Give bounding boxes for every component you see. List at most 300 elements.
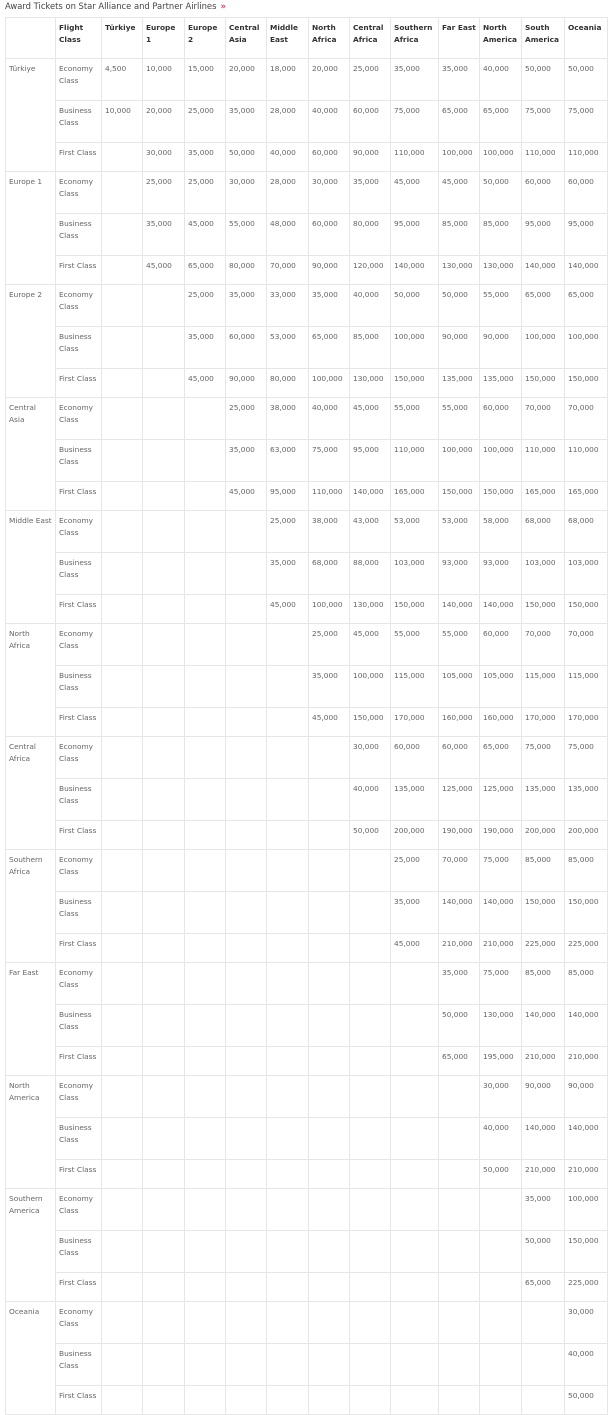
miles-cell: 140,000	[439, 892, 480, 934]
flight-class-cell: First Class	[56, 1160, 102, 1189]
table-row	[6, 737, 608, 779]
award-miles-table	[5, 17, 608, 1415]
miles-cell	[309, 1160, 350, 1189]
miles-cell	[522, 1344, 565, 1386]
miles-cell: 60,000	[391, 737, 439, 779]
miles-cell	[350, 1302, 391, 1344]
miles-cell: 30,000	[480, 1076, 522, 1118]
miles-cell: 150,000	[391, 595, 439, 624]
miles-cell	[267, 892, 309, 934]
miles-cell: 28,000	[267, 172, 309, 214]
miles-cell: 45,000	[350, 624, 391, 666]
miles-cell	[102, 892, 143, 934]
miles-cell	[226, 934, 267, 963]
miles-cell	[522, 1302, 565, 1344]
miles-cell: 100,000	[309, 595, 350, 624]
miles-cell	[267, 708, 309, 737]
miles-cell	[143, 934, 185, 963]
miles-cell	[267, 1386, 309, 1415]
miles-cell	[439, 1344, 480, 1386]
table-row	[6, 821, 608, 850]
flight-class-cell: Economy Class	[56, 398, 102, 440]
miles-cell	[309, 1231, 350, 1273]
miles-cell	[102, 708, 143, 737]
miles-cell	[226, 624, 267, 666]
miles-cell	[391, 1118, 439, 1160]
miles-cell: 85,000	[522, 850, 565, 892]
miles-cell	[185, 1076, 226, 1118]
miles-cell	[102, 1302, 143, 1344]
miles-cell	[309, 892, 350, 934]
miles-cell	[309, 850, 350, 892]
miles-cell	[102, 1118, 143, 1160]
miles-cell	[226, 821, 267, 850]
table-row	[6, 256, 608, 285]
miles-cell	[309, 1189, 350, 1231]
miles-cell	[143, 1047, 185, 1076]
miles-cell: 95,000	[565, 214, 608, 256]
miles-cell	[143, 821, 185, 850]
miles-cell	[143, 482, 185, 511]
column-header: Middle East	[267, 18, 309, 59]
miles-cell	[226, 1160, 267, 1189]
miles-cell	[267, 779, 309, 821]
miles-cell: 150,000	[522, 369, 565, 398]
miles-cell	[102, 511, 143, 553]
column-header: Central Asia	[226, 18, 267, 59]
flight-class-cell: Business Class	[56, 1344, 102, 1386]
miles-cell	[350, 1273, 391, 1302]
miles-cell: 225,000	[565, 1273, 608, 1302]
table-row	[6, 482, 608, 511]
miles-cell	[267, 934, 309, 963]
miles-cell	[309, 1118, 350, 1160]
miles-cell	[185, 1047, 226, 1076]
miles-cell: 20,000	[226, 59, 267, 101]
table-row	[6, 892, 608, 934]
miles-cell: 80,000	[350, 214, 391, 256]
miles-cell: 150,000	[565, 595, 608, 624]
miles-cell	[185, 1118, 226, 1160]
miles-cell	[102, 143, 143, 172]
flight-class-cell: Economy Class	[56, 624, 102, 666]
table-row	[6, 666, 608, 708]
miles-cell: 100,000	[391, 327, 439, 369]
miles-cell: 103,000	[522, 553, 565, 595]
miles-cell: 30,000	[309, 172, 350, 214]
miles-cell: 65,000	[439, 101, 480, 143]
miles-cell: 75,000	[480, 850, 522, 892]
miles-cell: 165,000	[522, 482, 565, 511]
flight-class-cell: Economy Class	[56, 963, 102, 1005]
miles-cell: 55,000	[391, 624, 439, 666]
miles-cell: 100,000	[350, 666, 391, 708]
miles-cell: 45,000	[350, 398, 391, 440]
miles-cell	[102, 737, 143, 779]
column-header: Türkiye	[102, 18, 143, 59]
miles-cell	[143, 1076, 185, 1118]
miles-cell: 20,000	[143, 101, 185, 143]
miles-cell	[439, 1160, 480, 1189]
miles-cell: 25,000	[350, 59, 391, 101]
flight-class-cell: Economy Class	[56, 285, 102, 327]
miles-cell: 65,000	[480, 737, 522, 779]
miles-cell	[439, 1189, 480, 1231]
miles-cell	[102, 1160, 143, 1189]
flight-class-cell: First Class	[56, 482, 102, 511]
page-title[interactable]	[5, 1, 226, 11]
miles-cell: 95,000	[391, 214, 439, 256]
miles-cell: 45,000	[439, 172, 480, 214]
miles-cell	[391, 1302, 439, 1344]
miles-cell	[185, 1189, 226, 1231]
miles-cell: 75,000	[522, 101, 565, 143]
miles-cell	[226, 1076, 267, 1118]
miles-cell	[102, 482, 143, 511]
table-header-row	[6, 18, 608, 59]
miles-cell	[267, 737, 309, 779]
miles-cell	[143, 666, 185, 708]
flight-class-cell: Business Class	[56, 666, 102, 708]
miles-cell: 45,000	[309, 708, 350, 737]
table-row	[6, 1047, 608, 1076]
origin-region-cell: Central Africa	[6, 737, 56, 850]
table-row	[6, 595, 608, 624]
miles-cell: 85,000	[350, 327, 391, 369]
miles-cell	[102, 934, 143, 963]
miles-cell	[226, 1273, 267, 1302]
miles-cell: 65,000	[309, 327, 350, 369]
miles-cell: 165,000	[391, 482, 439, 511]
miles-cell: 90,000	[480, 327, 522, 369]
miles-cell	[267, 1273, 309, 1302]
miles-cell: 35,000	[391, 892, 439, 934]
miles-cell: 65,000	[522, 285, 565, 327]
miles-cell	[102, 172, 143, 214]
miles-cell: 33,000	[267, 285, 309, 327]
miles-cell: 63,000	[267, 440, 309, 482]
flight-class-cell: Business Class	[56, 1231, 102, 1273]
miles-cell	[102, 821, 143, 850]
miles-cell	[226, 1302, 267, 1344]
miles-cell: 75,000	[565, 101, 608, 143]
miles-cell: 85,000	[565, 850, 608, 892]
miles-cell: 40,000	[480, 59, 522, 101]
column-header: Europe 1	[143, 18, 185, 59]
miles-cell	[350, 934, 391, 963]
miles-cell	[267, 963, 309, 1005]
miles-cell	[143, 1231, 185, 1273]
table-row	[6, 101, 608, 143]
miles-cell	[143, 737, 185, 779]
flight-class-cell: Business Class	[56, 440, 102, 482]
miles-cell	[480, 1231, 522, 1273]
miles-cell	[350, 1160, 391, 1189]
miles-cell: 150,000	[350, 708, 391, 737]
miles-cell	[480, 1189, 522, 1231]
miles-cell: 195,000	[480, 1047, 522, 1076]
miles-cell: 165,000	[565, 482, 608, 511]
miles-cell: 150,000	[565, 892, 608, 934]
miles-cell	[143, 1005, 185, 1047]
column-header: North America	[480, 18, 522, 59]
miles-cell	[267, 821, 309, 850]
miles-cell: 140,000	[480, 595, 522, 624]
miles-cell	[350, 1386, 391, 1415]
miles-cell: 135,000	[480, 369, 522, 398]
table-row	[6, 59, 608, 101]
miles-cell	[480, 1344, 522, 1386]
miles-cell: 35,000	[309, 285, 350, 327]
flight-class-cell: First Class	[56, 1047, 102, 1076]
miles-cell: 10,000	[102, 101, 143, 143]
flight-class-cell: First Class	[56, 934, 102, 963]
miles-cell: 30,000	[565, 1302, 608, 1344]
miles-cell: 100,000	[522, 327, 565, 369]
flight-class-cell: First Class	[56, 1386, 102, 1415]
miles-cell: 150,000	[522, 595, 565, 624]
miles-cell: 60,000	[480, 624, 522, 666]
miles-cell: 200,000	[391, 821, 439, 850]
miles-cell	[309, 1005, 350, 1047]
miles-cell	[143, 1160, 185, 1189]
miles-cell	[309, 963, 350, 1005]
miles-cell: 85,000	[522, 963, 565, 1005]
miles-cell: 70,000	[439, 850, 480, 892]
miles-cell: 210,000	[565, 1160, 608, 1189]
miles-cell: 105,000	[439, 666, 480, 708]
miles-cell	[185, 440, 226, 482]
flight-class-cell: First Class	[56, 256, 102, 285]
miles-cell	[102, 256, 143, 285]
flight-class-cell: Economy Class	[56, 737, 102, 779]
miles-cell: 60,000	[439, 737, 480, 779]
miles-cell	[226, 511, 267, 553]
miles-cell: 135,000	[565, 779, 608, 821]
column-header	[6, 18, 56, 59]
miles-cell	[185, 963, 226, 1005]
miles-cell	[439, 1386, 480, 1415]
miles-cell	[267, 1005, 309, 1047]
miles-cell	[185, 1386, 226, 1415]
miles-cell: 65,000	[480, 101, 522, 143]
miles-cell: 25,000	[185, 285, 226, 327]
miles-cell	[226, 850, 267, 892]
miles-cell: 130,000	[480, 256, 522, 285]
table-row	[6, 779, 608, 821]
miles-cell: 68,000	[309, 553, 350, 595]
table-row	[6, 1231, 608, 1273]
miles-cell: 55,000	[226, 214, 267, 256]
miles-cell: 75,000	[480, 963, 522, 1005]
miles-cell	[226, 737, 267, 779]
miles-cell: 150,000	[565, 369, 608, 398]
miles-cell	[143, 708, 185, 737]
table-row	[6, 708, 608, 737]
miles-cell	[391, 963, 439, 1005]
miles-cell: 60,000	[565, 172, 608, 214]
miles-cell	[391, 1273, 439, 1302]
miles-cell	[185, 398, 226, 440]
table-row	[6, 1302, 608, 1344]
miles-cell: 20,000	[309, 59, 350, 101]
origin-region-cell: Europe 1	[6, 172, 56, 285]
miles-cell	[226, 1231, 267, 1273]
flight-class-cell: First Class	[56, 1273, 102, 1302]
origin-region-cell: Middle East	[6, 511, 56, 624]
miles-cell: 130,000	[480, 1005, 522, 1047]
miles-cell: 65,000	[565, 285, 608, 327]
miles-cell: 35,000	[391, 59, 439, 101]
miles-cell: 53,000	[267, 327, 309, 369]
miles-cell: 35,000	[226, 285, 267, 327]
miles-cell: 90,000	[309, 256, 350, 285]
miles-cell: 70,000	[522, 624, 565, 666]
flight-class-cell: Business Class	[56, 327, 102, 369]
miles-cell	[102, 1273, 143, 1302]
miles-cell	[185, 821, 226, 850]
miles-cell: 150,000	[565, 1231, 608, 1273]
miles-cell	[267, 1076, 309, 1118]
flight-class-cell: Business Class	[56, 892, 102, 934]
miles-cell	[439, 1076, 480, 1118]
miles-cell: 170,000	[391, 708, 439, 737]
miles-cell: 170,000	[522, 708, 565, 737]
miles-cell	[350, 963, 391, 1005]
miles-cell: 75,000	[391, 101, 439, 143]
table-row	[6, 214, 608, 256]
miles-cell	[143, 1302, 185, 1344]
miles-cell: 100,000	[565, 1189, 608, 1231]
origin-region-cell: North America	[6, 1076, 56, 1189]
miles-cell: 38,000	[267, 398, 309, 440]
miles-cell	[480, 1386, 522, 1415]
miles-cell	[102, 398, 143, 440]
miles-cell	[267, 1344, 309, 1386]
miles-cell	[309, 821, 350, 850]
column-header: South America	[522, 18, 565, 59]
miles-cell: 53,000	[439, 511, 480, 553]
flight-class-cell: Business Class	[56, 553, 102, 595]
flight-class-cell: Economy Class	[56, 1189, 102, 1231]
table-row	[6, 1189, 608, 1231]
miles-cell	[309, 1273, 350, 1302]
miles-cell: 110,000	[522, 143, 565, 172]
miles-cell	[185, 1231, 226, 1273]
miles-cell: 210,000	[522, 1047, 565, 1076]
table-row	[6, 850, 608, 892]
miles-cell: 93,000	[480, 553, 522, 595]
miles-cell: 140,000	[522, 1118, 565, 1160]
table-row	[6, 1076, 608, 1118]
miles-cell: 93,000	[439, 553, 480, 595]
miles-cell	[185, 1005, 226, 1047]
miles-cell	[226, 892, 267, 934]
miles-cell	[143, 1386, 185, 1415]
miles-cell	[185, 1273, 226, 1302]
miles-cell: 55,000	[480, 285, 522, 327]
miles-cell: 28,000	[267, 101, 309, 143]
miles-cell	[226, 1005, 267, 1047]
miles-cell: 190,000	[439, 821, 480, 850]
miles-cell: 160,000	[439, 708, 480, 737]
page-title-text[interactable]: Award Tickets on Star Alliance and Partner Airlines	[5, 1, 217, 11]
miles-cell	[267, 850, 309, 892]
miles-cell	[226, 1386, 267, 1415]
miles-cell: 80,000	[267, 369, 309, 398]
miles-cell	[102, 1005, 143, 1047]
miles-cell: 130,000	[350, 369, 391, 398]
miles-cell	[350, 1189, 391, 1231]
miles-cell	[185, 553, 226, 595]
miles-cell	[309, 737, 350, 779]
miles-cell	[350, 1118, 391, 1160]
miles-cell: 40,000	[480, 1118, 522, 1160]
table-row	[6, 963, 608, 1005]
table-row	[6, 327, 608, 369]
miles-cell: 10,000	[143, 59, 185, 101]
miles-cell: 50,000	[480, 172, 522, 214]
miles-cell: 35,000	[522, 1189, 565, 1231]
miles-cell: 75,000	[565, 737, 608, 779]
miles-cell: 35,000	[350, 172, 391, 214]
miles-cell: 85,000	[565, 963, 608, 1005]
miles-cell: 40,000	[565, 1344, 608, 1386]
origin-region-cell: North Africa	[6, 624, 56, 737]
miles-cell	[143, 624, 185, 666]
miles-cell	[309, 1302, 350, 1344]
miles-cell	[102, 1047, 143, 1076]
table-row	[6, 1118, 608, 1160]
miles-cell	[143, 511, 185, 553]
miles-cell	[143, 779, 185, 821]
miles-cell	[267, 1160, 309, 1189]
miles-cell: 95,000	[522, 214, 565, 256]
miles-cell	[350, 1005, 391, 1047]
column-header: North Africa	[309, 18, 350, 59]
miles-cell: 135,000	[391, 779, 439, 821]
miles-cell: 48,000	[267, 214, 309, 256]
flight-class-cell: Business Class	[56, 1118, 102, 1160]
miles-cell: 140,000	[480, 892, 522, 934]
miles-cell	[102, 285, 143, 327]
miles-cell	[350, 1076, 391, 1118]
miles-cell: 70,000	[522, 398, 565, 440]
miles-cell: 25,000	[185, 101, 226, 143]
miles-cell: 35,000	[439, 59, 480, 101]
miles-cell: 135,000	[522, 779, 565, 821]
table-row	[6, 172, 608, 214]
miles-cell: 150,000	[391, 369, 439, 398]
miles-cell	[309, 779, 350, 821]
miles-cell: 60,000	[309, 214, 350, 256]
miles-cell: 150,000	[522, 892, 565, 934]
miles-cell: 25,000	[226, 398, 267, 440]
miles-cell: 15,000	[185, 59, 226, 101]
miles-cell: 200,000	[565, 821, 608, 850]
miles-cell: 75,000	[522, 737, 565, 779]
miles-cell	[439, 1273, 480, 1302]
miles-cell	[480, 1273, 522, 1302]
miles-cell: 210,000	[565, 1047, 608, 1076]
miles-cell	[143, 1344, 185, 1386]
miles-cell: 60,000	[309, 143, 350, 172]
miles-cell: 95,000	[350, 440, 391, 482]
miles-cell	[185, 934, 226, 963]
miles-cell: 40,000	[309, 398, 350, 440]
chevron-right-icon[interactable]: »	[220, 1, 226, 11]
miles-cell: 210,000	[522, 1160, 565, 1189]
